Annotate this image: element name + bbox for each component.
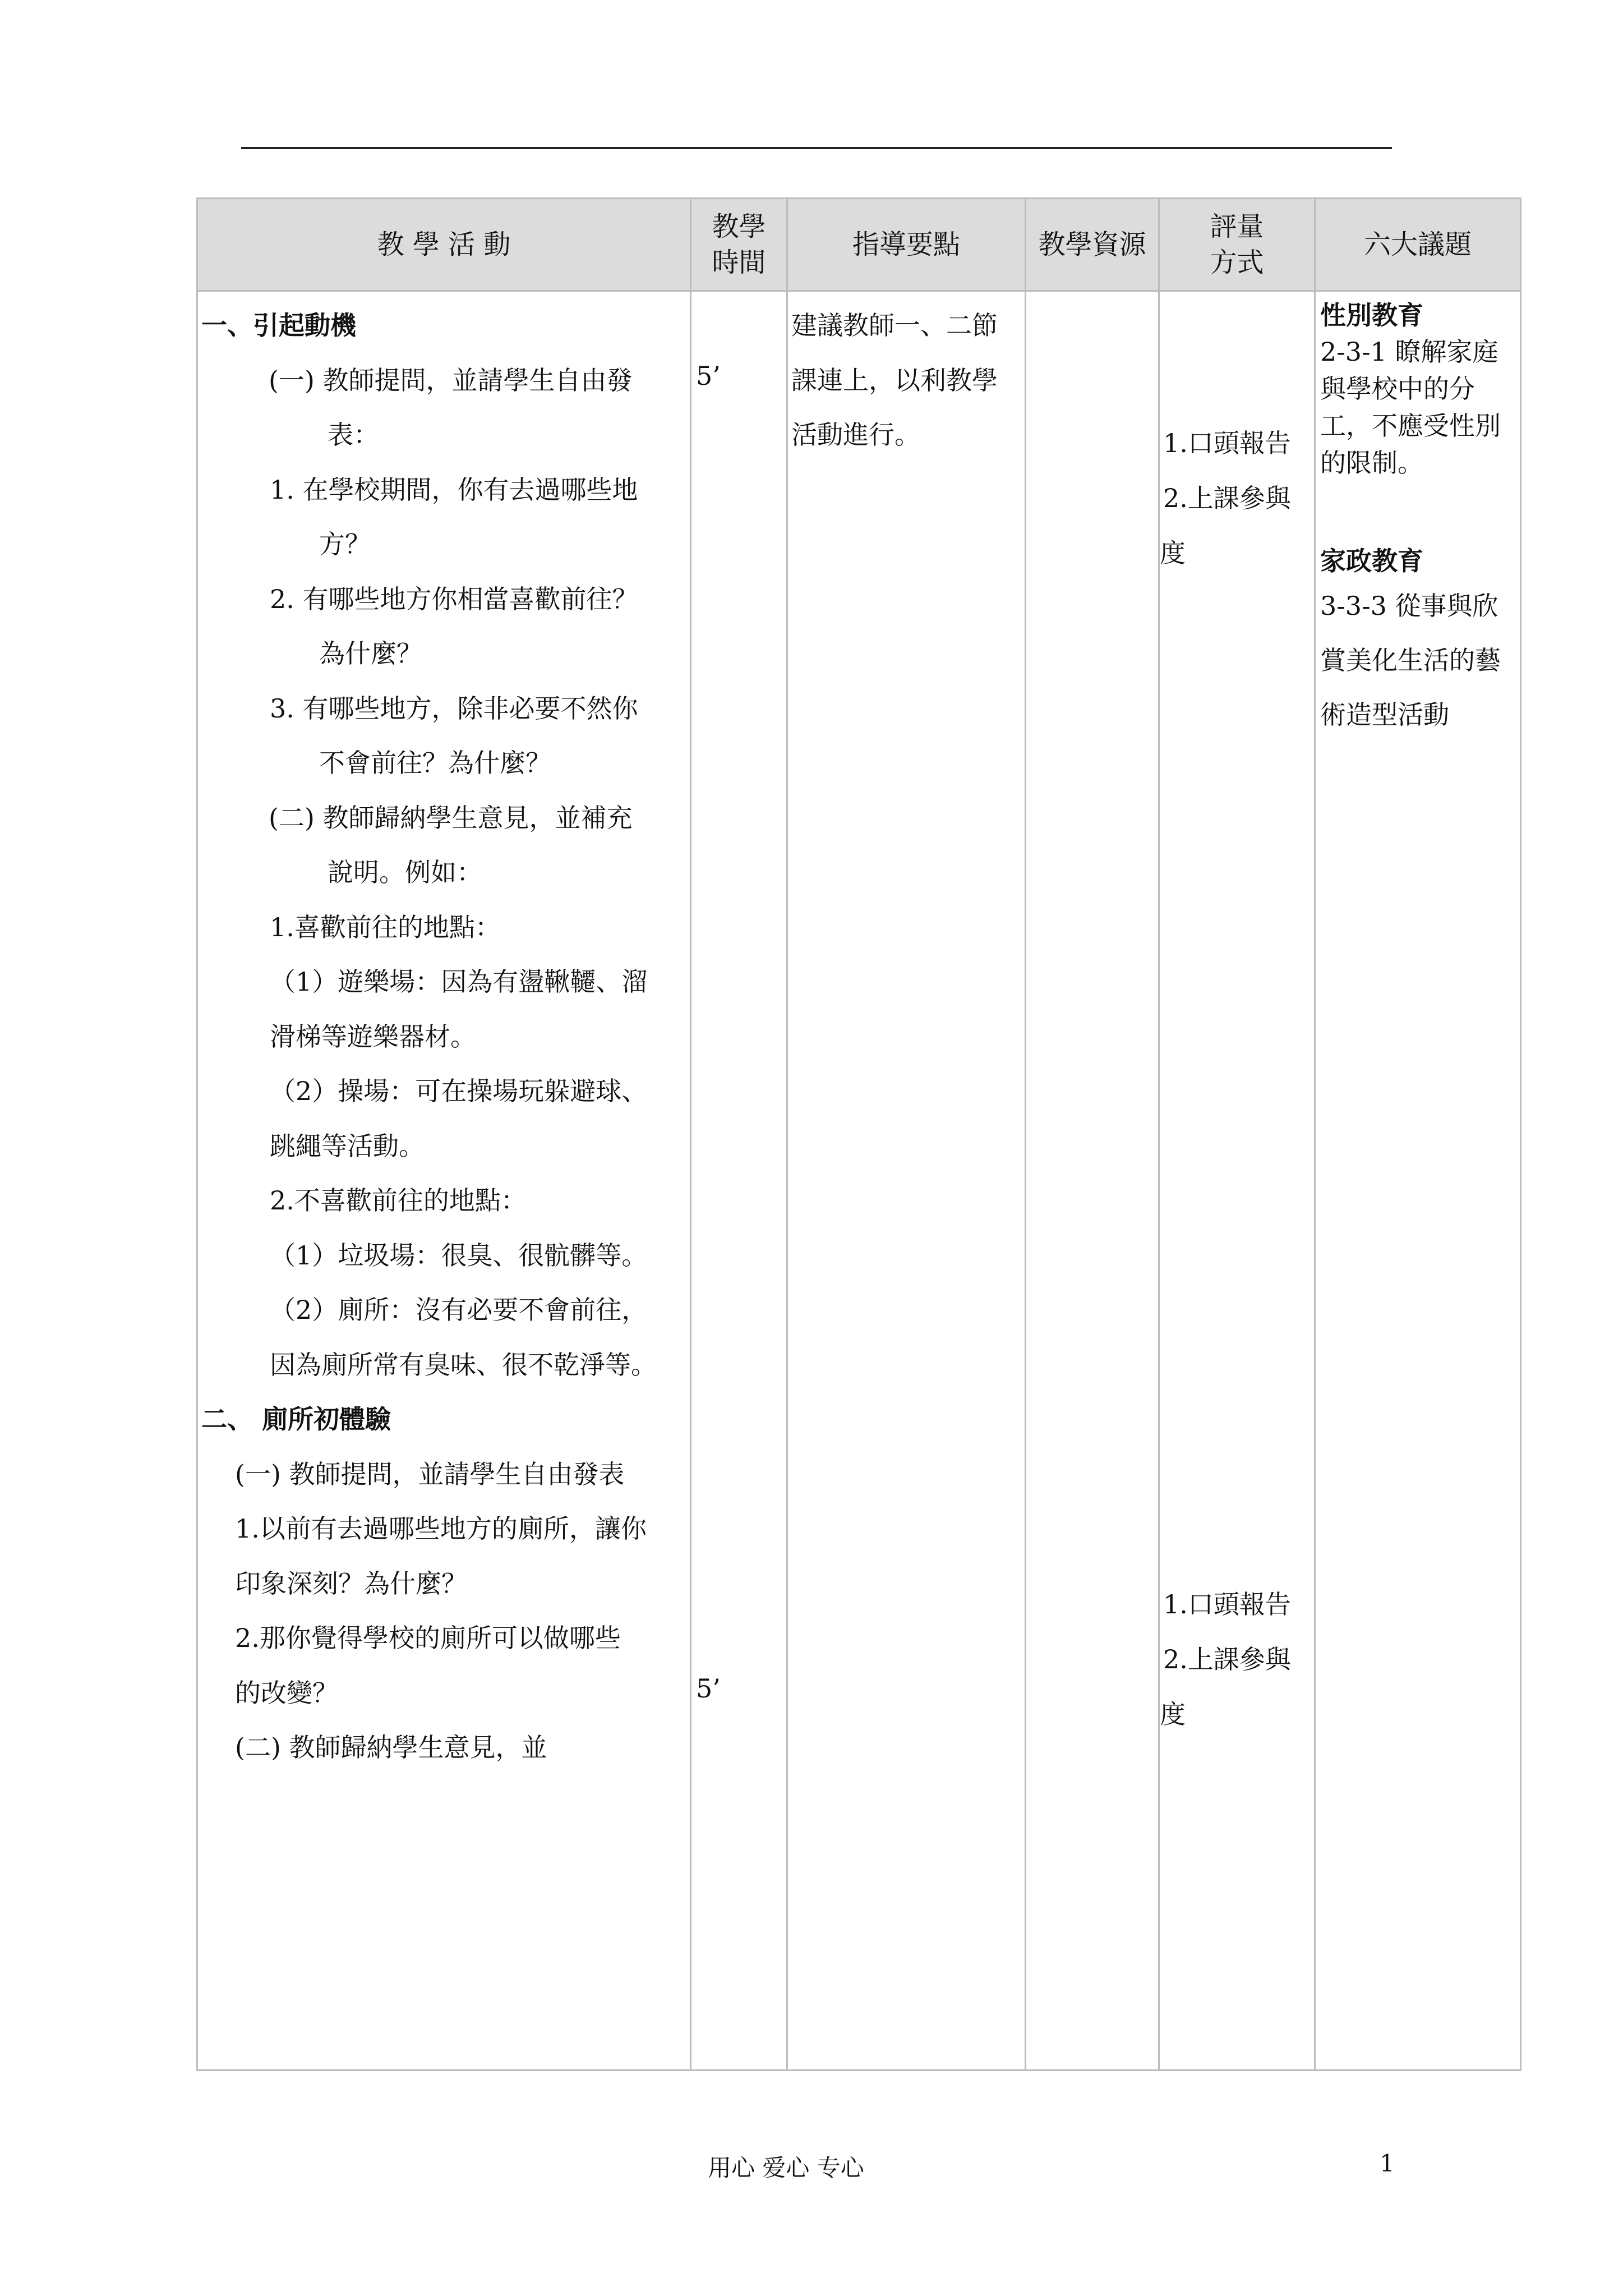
activity-line: (二) 教師歸納學生意見，並: [235, 1732, 547, 1763]
evaluation-cell: [1159, 291, 1315, 2070]
footer-motto: 用心 爱心 专心: [708, 2154, 864, 2182]
evaluation-line: 1.口頭報告: [1163, 1589, 1291, 1619]
activity-line: 滑梯等遊樂器材。: [270, 1021, 476, 1052]
activity-line: 跳繩等活動。: [270, 1130, 425, 1161]
header-issues: 六大議題: [1315, 199, 1521, 291]
activity-line: 印象深刻？為什麼？: [235, 1568, 467, 1599]
evaluation-line: 2.上課參與: [1163, 483, 1291, 513]
activity-line: 說明。例如：: [328, 857, 482, 887]
time-cell: [691, 291, 787, 2070]
header-evaluation: 評量方式: [1159, 199, 1315, 291]
activity-line: （2）操場：可在操場玩躲避球、: [270, 1076, 648, 1106]
header-rule: [241, 147, 1392, 149]
evaluation-line: 度: [1160, 538, 1186, 568]
activity-line: 因為廁所常有臭味、很不乾淨等。: [270, 1349, 657, 1380]
activity-line: （1）垃圾場：很臭、很骯髒等。: [270, 1240, 648, 1271]
header-guide: 指導要點: [787, 199, 1026, 291]
activity-line: 為什麼？: [319, 638, 422, 669]
activity-line: 方？: [319, 529, 371, 559]
evaluation-line: 2.上課參與: [1163, 1644, 1291, 1674]
activity-line: 1.以前有去過哪些地方的廁所，讓你: [235, 1513, 647, 1544]
guide-cell: [787, 291, 1026, 2070]
activity-line: (一) 教師提問，並請學生自由發表: [235, 1458, 625, 1489]
header-activity: 教 學 活 動: [197, 199, 691, 291]
resource-cell: [1026, 291, 1159, 2070]
page-number: 1: [1380, 2150, 1395, 2177]
section-heading: 二、 廁所初體驗: [201, 1404, 391, 1434]
home-economics-title: 家政教育: [1320, 546, 1423, 576]
activity-line: 2.那你覺得學校的廁所可以做哪些: [235, 1623, 621, 1653]
activity-cell: [197, 291, 691, 2070]
activity-line: (二) 教師歸納學生意見，並補充: [269, 802, 633, 833]
lesson-plan-table: [196, 197, 1521, 2071]
activity-line: 不會前往？為什麼？: [319, 748, 551, 778]
activity-line: 的改變？: [235, 1677, 338, 1708]
time-value: 5’: [696, 361, 721, 391]
activity-line: 2. 有哪些地方你相當喜歡前往？: [270, 583, 638, 614]
gender-education-text: 2-3-1 瞭解家庭與學校中的分工，不應受性別的限制。: [1320, 337, 1501, 478]
guide-text: 建議教師一、二節課連上，以利教學活動進行。: [791, 310, 998, 450]
activity-line: 1. 在學校期間，你有去過哪些地: [270, 474, 638, 505]
evaluation-line: 度: [1160, 1699, 1186, 1729]
header-time: 教學時間: [691, 199, 787, 291]
section-heading: 一、引起動機: [201, 310, 356, 341]
header-resource: 教學資源: [1026, 199, 1159, 291]
activity-line: 3. 有哪些地方，除非必要不然你: [270, 693, 638, 724]
activity-line: （2）廁所：沒有必要不會前往，: [270, 1295, 648, 1325]
activity-line: (一) 教師提問，並請學生自由發: [269, 365, 633, 395]
activity-line: 表：: [328, 420, 379, 450]
gender-education-title: 性別教育: [1320, 300, 1423, 330]
activity-line: 1.喜歡前往的地點：: [270, 912, 501, 942]
table-body-row: [197, 291, 1521, 2070]
activity-line: 2.不喜歡前往的地點：: [270, 1185, 527, 1216]
home-economics-text: 3-3-3 從事與欣賞美化生活的藝術造型活動: [1320, 591, 1501, 730]
evaluation-line: 1.口頭報告: [1163, 428, 1291, 458]
table-header-row: [197, 199, 1521, 291]
time-value: 5’: [696, 1673, 721, 1704]
issues-cell: [1315, 291, 1521, 2070]
activity-line: （1）遊樂場：因為有盪鞦韆、溜: [270, 967, 648, 997]
